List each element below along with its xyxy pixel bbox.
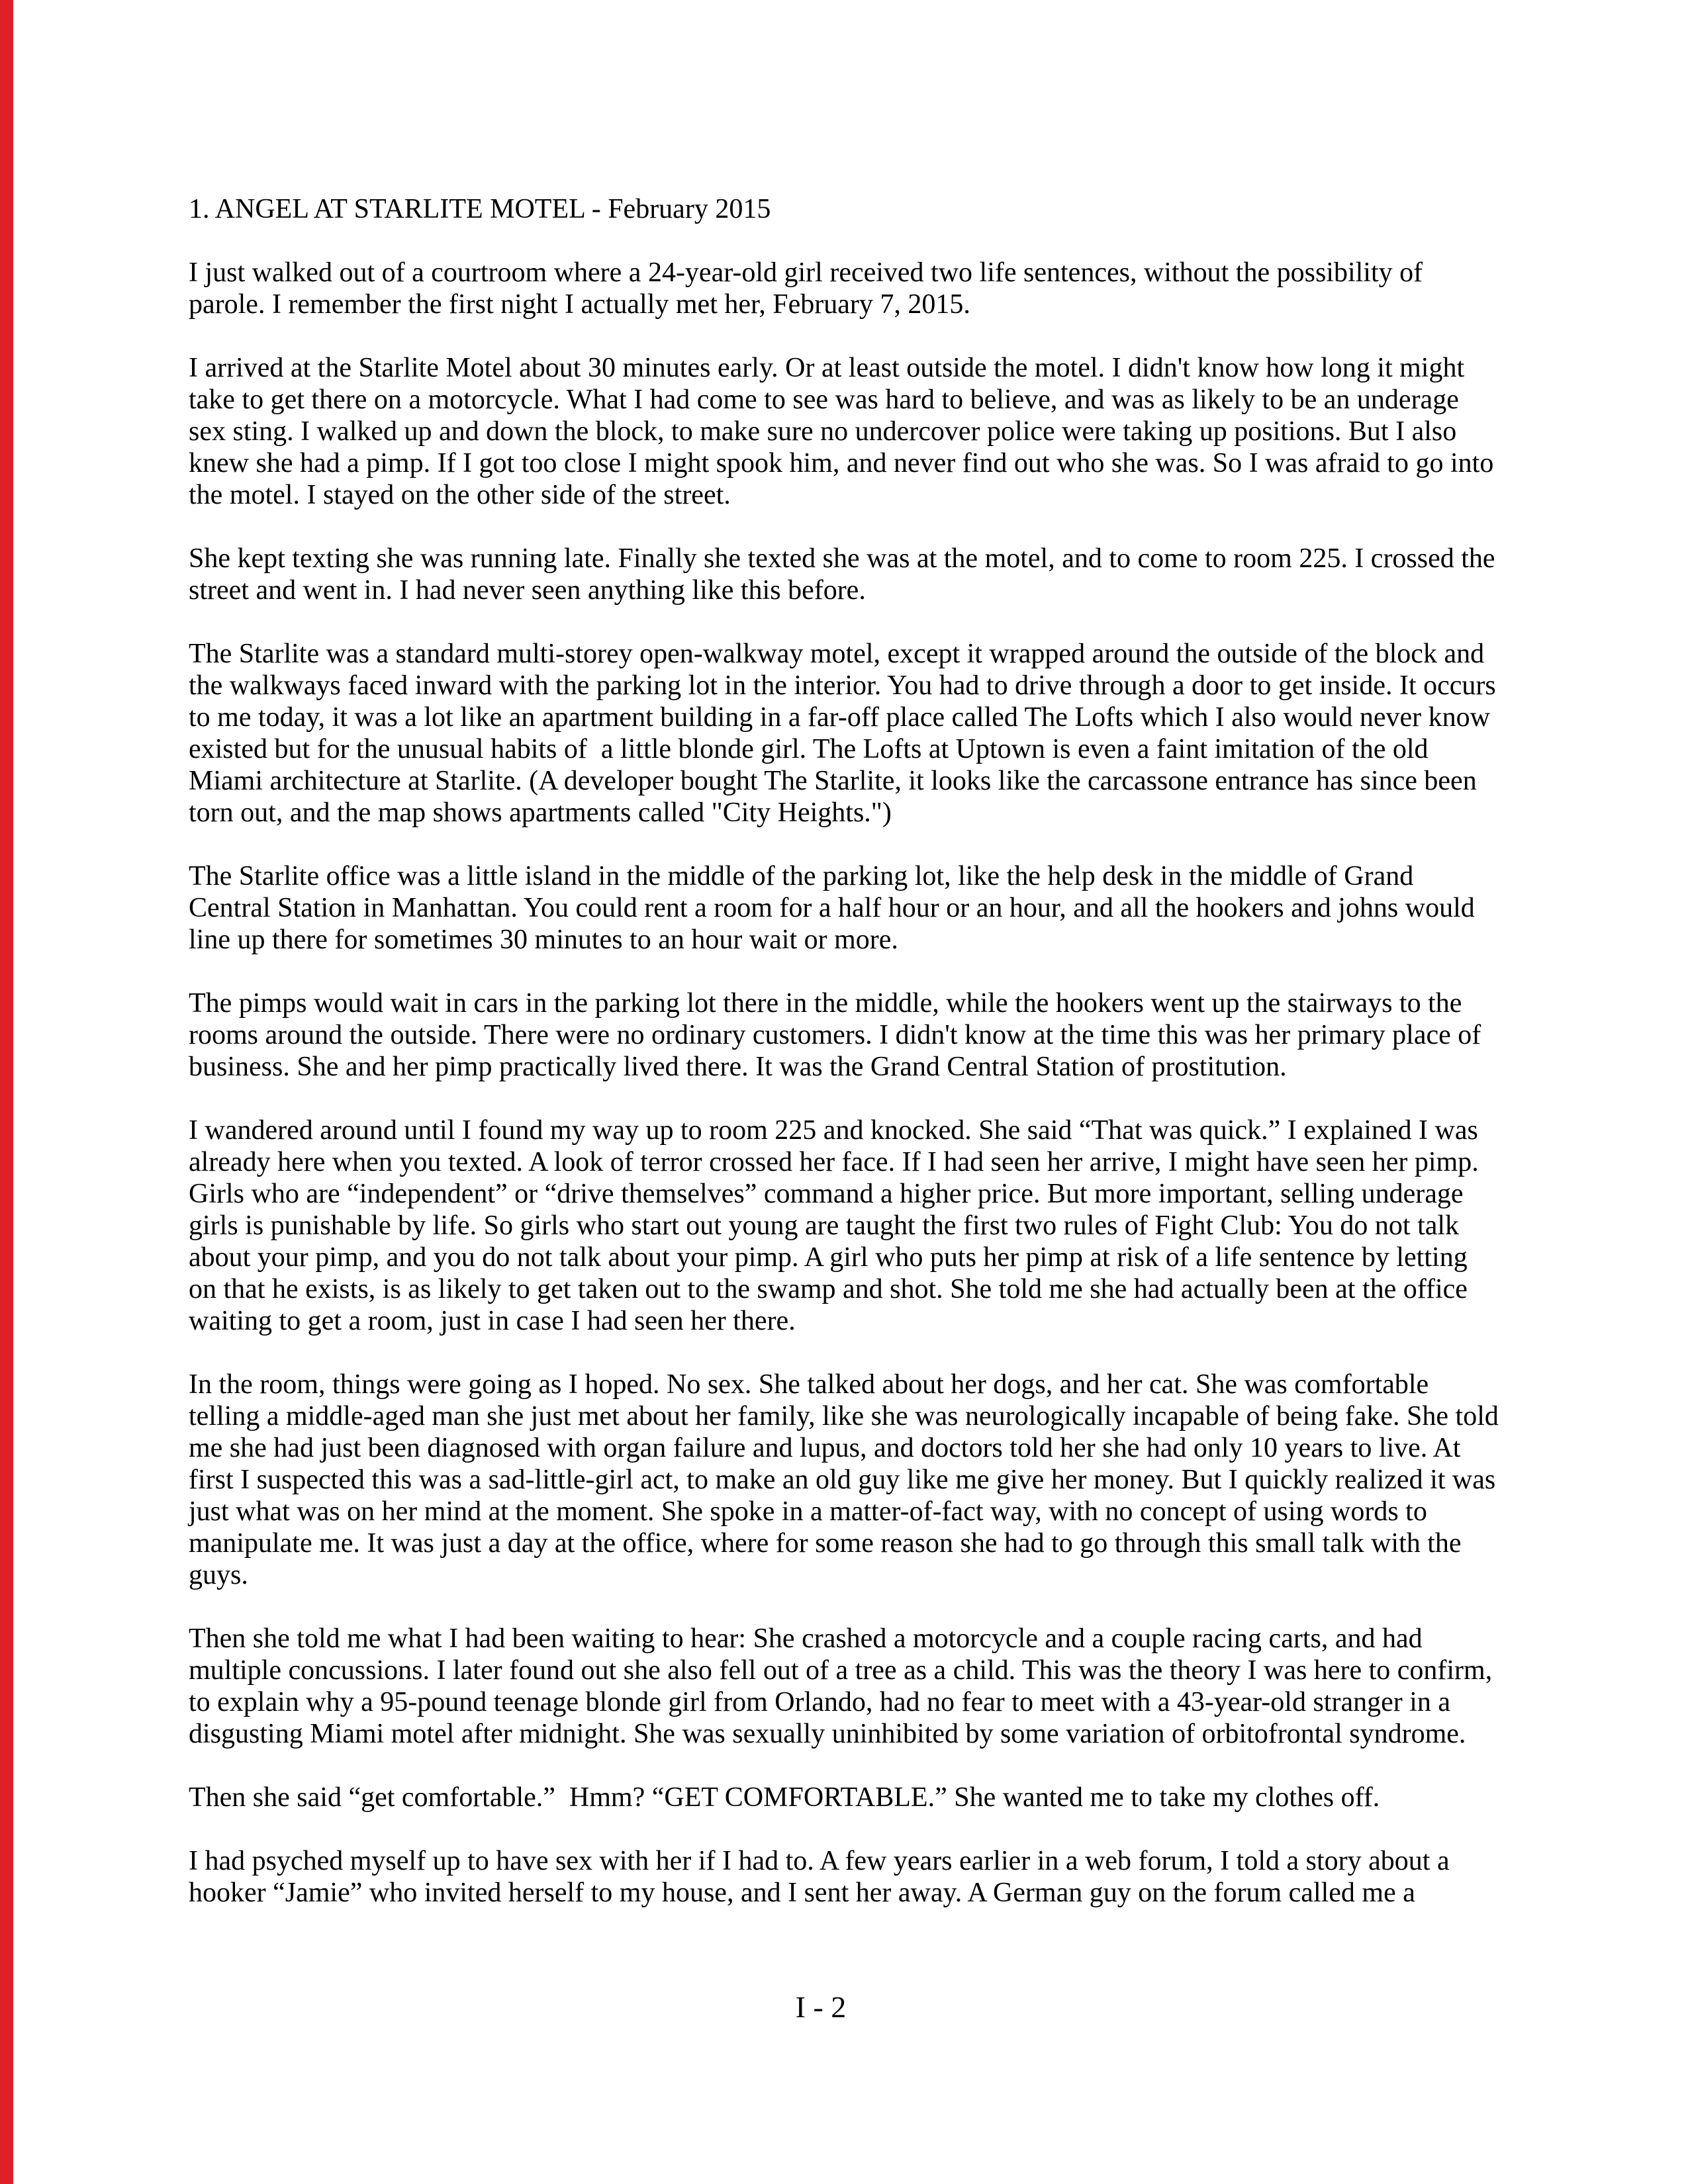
- paragraph: Then she told me what I had been waiting to hear: She crashed a motorcycle and a couple racing carts, and had multiple concussions. I later found out she also fell out of a tree as a child. This was the theory I was here to confirm, to explain why a 95-pound teenage blonde girl from Orlando, had no fear to meet with a 43-year-old stranger in a disgusting Miami motel after midnight. She was sexually uninhibited by some variation of orbitofrontal syndrome.: [189, 1623, 1499, 1749]
- paragraph: I arrived at the Starlite Motel about 30 minutes early. Or at least outside the motel. I didn't know how long it might take to get there on a motorcycle. What I had come to see was hard to believe, and was as likely to be an underage sex sting. I walked up and down the block, to make sure no undercover police were taking up positions. But I also knew she had a pimp. If I got too close I might spook him, and never find out who she was. So I was afraid to go into the motel. I stayed on the other side of the street.: [189, 353, 1501, 510]
- page-body: [189, 193, 1506, 1940]
- paragraph: The pimps would wait in cars in the parking lot there in the middle, while the hookers went up the stairways to the rooms around the outside. There were no ordinary customers. I didn't know at the time this was her primary place of business. She and her pimp practically lived there. It was the Grand Central Station of prostitution.: [189, 988, 1488, 1082]
- paragraph: She kept texting she was running late. Finally she texted she was at the motel, and to come to room 225. I crossed the street and went in. I had never seen anything like this before.: [189, 543, 1503, 606]
- paragraph: The Starlite office was a little island in the middle of the parking lot, like the help desk in the middle of Grand Central Station in Manhattan. You could rent a room for a half hour or an hour, and all the hookers and johns would line up there for sometimes 30 minutes to an hour wait or more.: [189, 861, 1482, 955]
- paragraph: I had psyched myself up to have sex with her if I had to. A few years earlier in a web forum, I told a story about a hooker “Jamie” who invited herself to my house, and I sent her away. A German guy on the forum called me a: [189, 1846, 1457, 1908]
- chapter-title: 1. ANGEL AT STARLITE MOTEL - February 2015: [189, 194, 771, 224]
- paragraph: In the room, things were going as I hoped. No sex. She talked about her dogs, and her cat. She was comfortable telling a middle-aged man she just met about her family, like she was neurologically incapable of being fake. She told me she had just been diagnosed with organ failure and lupus, and doctors told her she had only 10 years to live. At first I suspected this was a sad-little-girl act, to make an old guy like me give her money. But I quickly realized it was just what was on her mind at the moment. She spoke in a matter-of-fact way, with no concept of using words to manipulate me. It was just a day at the office, where for some reason she had to go through this small talk with the guys.: [189, 1369, 1506, 1590]
- paragraph: The Starlite was a standard multi-storey open-walkway motel, except it wrapped around the outside of the block and the walkways faced inward with the parking lot in the interior. You had to drive through a door to get inside. It occurs to me today, it was a lot like an apartment building in a far-off place called The Lofts which I also would never know existed but for the unusual habits of a little blonde girl. The Lofts at Uptown is even a faint imitation of the old Miami architecture at Starlite. (A developer bought The Starlite, it looks like the carcassone entrance has since been torn out, and the map shows apartments called "City Heights."): [189, 639, 1503, 828]
- paragraph: Then she said “get comfortable.” Hmm? “GET COMFORTABLE.” She wanted me to take my clothes off.: [189, 1782, 1380, 1813]
- page-edge-stripe: [0, 0, 13, 2184]
- page-number: I - 2: [795, 1990, 847, 2024]
- paragraph: I just walked out of a courtroom where a 24-year-old girl received two life sentences, without the possibility of parole. I remember the first night I actually met her, February 7, 2015.: [189, 257, 1430, 320]
- paragraph: I wandered around until I found my way up to room 225 and knocked. She said “That was quick.” I explained I was already here when you texted. A look of terror crossed her face. If I had seen her arrive, I might have seen her pimp. Girls who are “independent” or “drive themselves” command a higher price. But more important, selling underage girls is punishable by life. So girls who start out young are taught the first two rules of Fight Club: You do not talk about your pimp, and you do not talk about your pimp. A girl who puts her pimp at risk of a life sentence by letting on that he exists, is as likely to get taken out to the swamp and shot. She told me she had actually been at the office waiting to get a room, just in case I had seen her there.: [189, 1115, 1486, 1336]
